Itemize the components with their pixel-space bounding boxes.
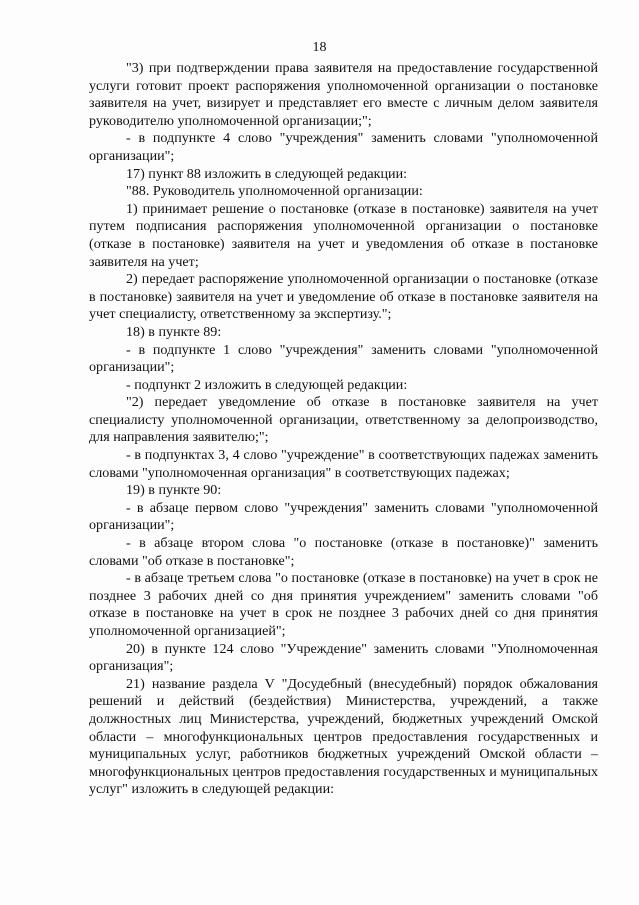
paragraph-item-20: 20) в пункте 124 слово "Учреждение" заменить словами "Уполномоченная организация"; bbox=[89, 640, 598, 675]
paragraph-item-18: 18) в пункте 89: bbox=[126, 323, 222, 340]
paragraph-item-18-sub2-text: "2) передает уведомление об отказе в постановке заявителя на учет специалисту уполномоченной организации, ответственному за делопроизводство, для направления заявителю;"; bbox=[89, 394, 598, 446]
paragraph-clause-88-2: 2) передает распоряжение уполномоченной организации о постановке (отказе в постановке) заявителя на учет и уведомление об отказе в постановке заявителя на учет специалисту, ответственному за экспертизу."; bbox=[89, 271, 598, 323]
page-number: 18 bbox=[312, 40, 327, 55]
paragraph-item-18-sub3-4: - в подпунктах 3, 4 слово "учреждение" в соответствующих падежах заменить словами "уполномоченная организация" в соответствующих падежах; bbox=[89, 447, 598, 481]
paragraph-item-21: 21) название раздела V "Досудебный (внесудебный) порядок обжалования решений и действий (бездействия) Министерства, учреждений, а также должностных лиц Министерства, учреждений, бюджетных учреждений Омской области – многофункциональных центров предоставления государственных и муниципальных услуг, работников бюджетных учреждений Омской области – многофункциональных центров предоставления государственных и муниципальных услуг" изложить в следующей редакции: bbox=[89, 675, 598, 798]
document-body bbox=[89, 60, 598, 799]
paragraph-item-19-abz1: - в абзаце первом слово "учреждения" заменить словами "уполномоченной организации"; bbox=[89, 499, 598, 534]
paragraph-subitem-4: - в подпункте 4 слово "учреждения" заменить словами "уполномоченной организации"; bbox=[89, 130, 598, 164]
paragraph-item-17: 17) пункт 88 изложить в следующей редакции: bbox=[126, 165, 408, 182]
paragraph-clause-88: "88. Руководитель уполномоченной организации: bbox=[126, 183, 423, 200]
paragraph-item-3: "3) при подтверждении права заявителя на предоставление государственной услуги готовит проект распоряжения уполномоченной организации о постановке заявителя на учет, визирует и представляет его вместе с личным делом заявителя руководителю уполномоченной организации;"; bbox=[89, 60, 598, 129]
paragraph-item-18-sub2: - подпункт 2 изложить в следующей редакции: bbox=[126, 376, 408, 393]
paragraph-item-19: 19) в пункте 90: bbox=[126, 482, 222, 499]
paragraph-clause-88-1: 1) принимает решение о постановке (отказе в постановке) заявителя на учет путем подписания распоряжения уполномоченной организации о постановке (отказе в постановке) заявителя на учет и уведомления об отказе в постановке заявителя на учет; bbox=[89, 200, 598, 270]
paragraph-item-19-abz2: - в абзаце втором слова "о постановке (отказе в постановке)" заменить словами "об отказе в постановке"; bbox=[89, 535, 598, 569]
paragraph-item-19-abz3: - в абзаце третьем слова "о постановке (отказе в постановке) на учет в срок не позднее 3 рабочих дней со дня принятия учреждением" заменить словами "об отказе в постановке на учет в срок не позднее 3 рабочих дней со дня принятия уполномоченной организацией"; bbox=[89, 570, 598, 639]
paragraph-item-18-sub1: - в подпункте 1 слово "учреждения" заменить словами "уполномоченной организации"; bbox=[89, 341, 598, 376]
